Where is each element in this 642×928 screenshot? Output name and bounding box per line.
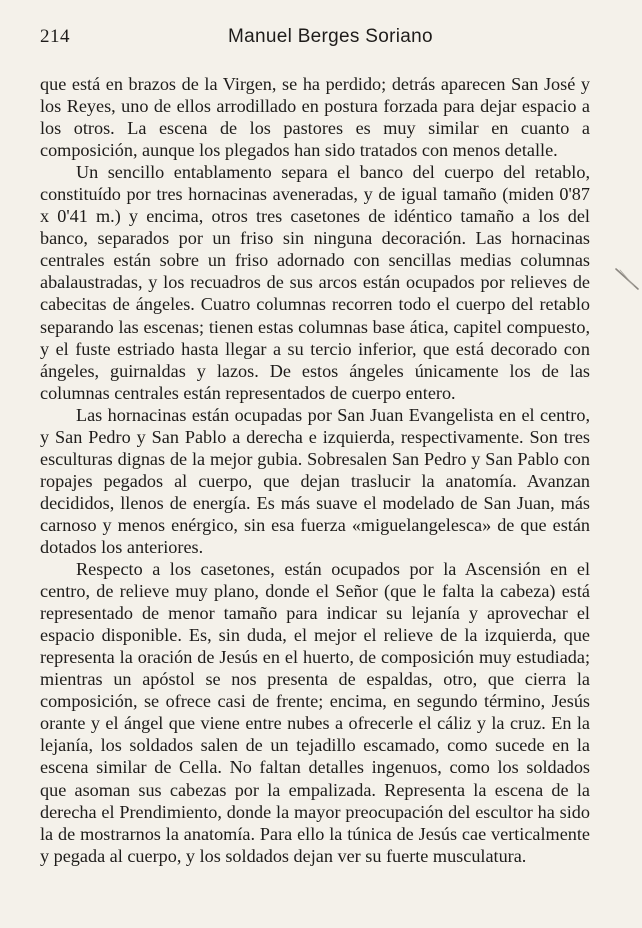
body-text — [40, 73, 590, 867]
paragraph-3: Las hornacinas están ocupadas por San Juan Evangelista en el centro, y San Pedro y San Pablo a derecha e izquierda, respectivamente. Son tres esculturas dignas de la mejor gubia. Sobresalen San Pedro y San Pablo con ropajes pegados al cuerpo, que dejan traslucir la anatomía. Avanzan decididos, llenos de energía. Es más suave el modelado de San Juan, más carnoso y menos enérgico, sin esa fuerza «miguelangelesca» de que están dotados los anteriores. — [40, 404, 590, 557]
pencil-mark-icon — [614, 266, 640, 292]
paragraph-1: que está en brazos de la Virgen, se ha perdido; detrás aparecen San José y los Reyes, uno de ellos arrodillado en postura forzada para dejar espacio a los otros. La escena de los pastores es muy similar en cuanto a composición, aunque los plegados han sido tratados con menos detalle. — [40, 74, 590, 161]
page-header — [40, 26, 592, 52]
running-head: Manuel Berges Soriano — [228, 26, 433, 47]
page-number: 214 — [40, 26, 70, 47]
paragraph-2: Un sencillo entablamento separa el banco del cuerpo del retablo, constituído por tres hornacinas aveneradas, y de igual tamaño (miden 0'87 x 0'41 m.) y encima, otros tres casetones de idéntico tamaño a los del banco, separados por un friso sin ninguna decoración. Las hornacinas centrales están sobre un friso adornado con sencillas medias columnas abalaustradas, y los recuadros de sus arcos están ocupados por relieves de cabecitas de ángeles. Cuatro columnas recorren todo el cuerpo del retablo separando las escenas; tienen estas columnas base ática, capitel compuesto, y el fuste estriado hasta llegar a su tercio inferior, que está decorado con ángeles, guirnaldas y lazos. De estos ángeles únicamente los de las columnas centrales están representados de cuerpo entero. — [40, 162, 590, 403]
paragraph-4: Respecto a los casetones, están ocupados por la Ascensión en el centro, de relieve muy plano, donde el Señor (que le falta la cabeza) está representado de menor tamaño para indicar su lejanía y aprovechar el espacio disponible. Es, sin duda, el mejor el relieve de la izquierda, que representa la oración de Jesús en el huerto, de composición muy estudiada; mientras un apóstol se nos presenta de espaldas, otro, que cierra la composición, se ofrece casi de frente; encima, en segundo término, Jesús orante y el ángel que viene entre nubes a ofrecerle el cáliz y la cruz. En la lejanía, los soldados salen de un tejadillo escamado, como sucede en la escena similar de Cella. No faltan detalles ingenuos, como los soldados que asoman sus cabezas por la empalizada. Representa la escena de la derecha el Prendimiento, donde la mayor preocupación del escultor ha sido la de mostrarnos la anatomía. Para ello la túnica de Jesús cae verticalmente y pegada al cuerpo, y los soldados dejan ver su fuerte musculatura. — [40, 559, 590, 866]
